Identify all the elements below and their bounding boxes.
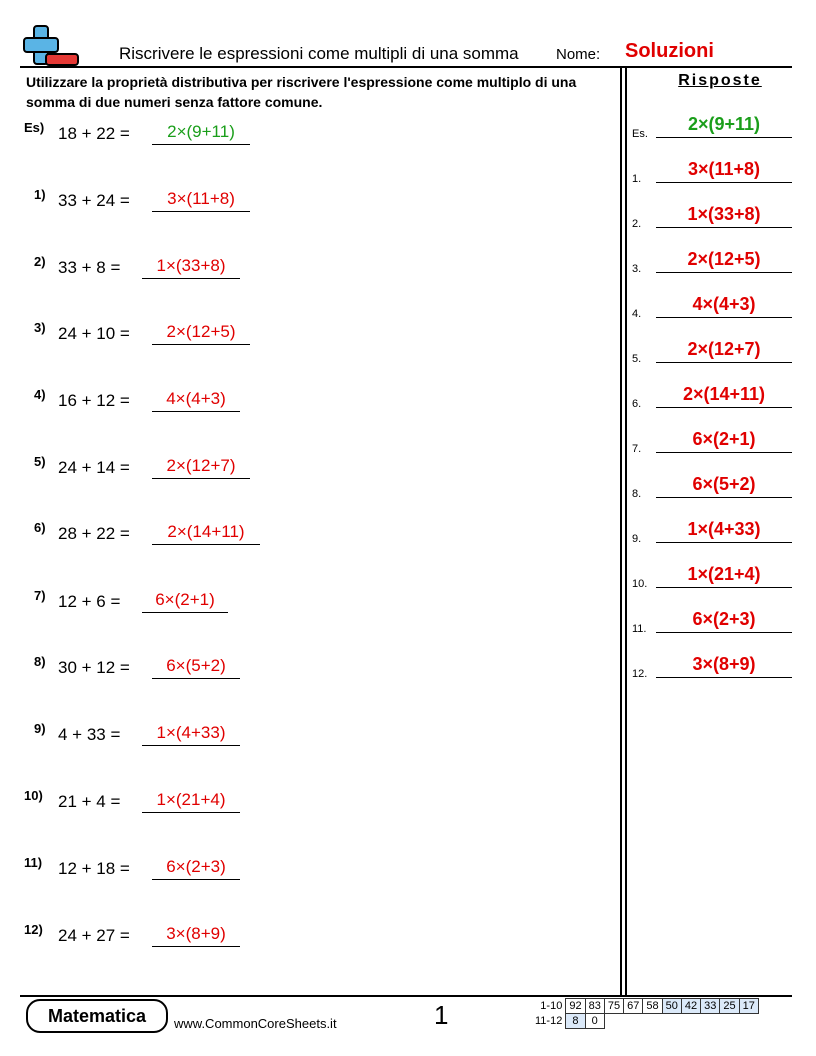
answer-key-item bbox=[632, 292, 792, 320]
score-cell: 75 bbox=[604, 999, 623, 1014]
problem-expression: 12 + 18 = bbox=[58, 859, 130, 878]
problem-expression: 24 + 27 = bbox=[58, 926, 130, 945]
score-cell: 50 bbox=[662, 999, 681, 1014]
answer-key-item bbox=[632, 652, 792, 680]
answer-key-number: 4. bbox=[632, 308, 642, 320]
brand-badge: Matematica bbox=[26, 999, 168, 1033]
answer-blank: 3×(11+8) bbox=[152, 189, 250, 212]
answer-key-value: 1×(33+8) bbox=[656, 204, 792, 228]
problem-number: Es) bbox=[24, 120, 45, 135]
answer-blank: 3×(8+9) bbox=[152, 924, 240, 947]
problem-expression: 16 + 12 = bbox=[58, 391, 130, 410]
score-row bbox=[532, 999, 758, 1014]
answer-key-number: 8. bbox=[632, 488, 642, 500]
answer-blank: 2×(12+7) bbox=[152, 456, 250, 479]
answer-key-item bbox=[632, 382, 792, 410]
answer-blank: 6×(2+1) bbox=[142, 590, 228, 613]
answer-blank: 2×(9+11) bbox=[152, 122, 250, 145]
problem-number: 3) bbox=[34, 320, 46, 335]
score-cell: 67 bbox=[624, 999, 643, 1014]
answer-key-value: 6×(5+2) bbox=[656, 474, 792, 498]
answer-key-value: 2×(14+11) bbox=[656, 384, 792, 408]
problem-expression: 24 + 10 = bbox=[58, 324, 130, 343]
answer-key-number: 7. bbox=[632, 443, 642, 455]
answer-key-item bbox=[632, 247, 792, 275]
problem-expression: 18 + 22 = bbox=[58, 124, 130, 143]
problem-number: 11) bbox=[24, 855, 43, 870]
name-label: Nome: bbox=[556, 46, 601, 63]
answer-key-item bbox=[632, 202, 792, 230]
site-url[interactable]: www.CommonCoreSheets.it bbox=[174, 1016, 337, 1031]
answer-key-value: 2×(12+7) bbox=[656, 339, 792, 363]
score-cell: 17 bbox=[739, 999, 758, 1014]
answer-key-item bbox=[632, 562, 792, 590]
answer-key-item bbox=[632, 112, 792, 140]
answer-blank: 1×(21+4) bbox=[142, 790, 240, 813]
answer-key-number: 12. bbox=[632, 668, 648, 680]
answer-key-value: 3×(11+8) bbox=[656, 159, 792, 183]
answer-key-item bbox=[632, 337, 792, 365]
score-cell: 33 bbox=[701, 999, 720, 1014]
problem-expression: 4 + 33 = bbox=[58, 725, 121, 744]
problem-number: 8) bbox=[34, 654, 46, 669]
answer-key-number: 2. bbox=[632, 218, 642, 230]
column-divider bbox=[625, 66, 627, 996]
score-cell: 8 bbox=[566, 1014, 585, 1029]
answer-key-number: 6. bbox=[632, 398, 642, 410]
answer-key-number: 1. bbox=[632, 173, 642, 185]
problem-expression: 33 + 8 = bbox=[58, 258, 121, 277]
answer-key-item bbox=[632, 472, 792, 500]
answer-blank: 1×(33+8) bbox=[142, 256, 240, 279]
answer-blank: 2×(12+5) bbox=[152, 322, 250, 345]
answer-key-number: 3. bbox=[632, 263, 642, 275]
plus-minus-icon bbox=[22, 24, 80, 68]
problem-expression: 33 + 24 = bbox=[58, 191, 130, 210]
problem-number: 2) bbox=[34, 254, 46, 269]
score-cell: 25 bbox=[720, 999, 739, 1014]
problem-number: 6) bbox=[34, 520, 46, 535]
score-row-label: 11-12 bbox=[535, 1015, 563, 1027]
problem-number: 12) bbox=[24, 922, 43, 937]
answer-key-value: 2×(12+5) bbox=[656, 249, 792, 273]
problem-number: 9) bbox=[34, 721, 46, 736]
problem-number: 1) bbox=[34, 187, 46, 202]
answer-key-item bbox=[632, 607, 792, 635]
problem-number: 5) bbox=[34, 454, 46, 469]
score-cell: 42 bbox=[681, 999, 700, 1014]
score-cell: 92 bbox=[566, 999, 585, 1014]
problem-number: 7) bbox=[34, 588, 46, 603]
problem-expression: 24 + 14 = bbox=[58, 458, 130, 477]
answer-key-value: 6×(2+1) bbox=[656, 429, 792, 453]
answer-key-item bbox=[632, 427, 792, 455]
score-cell: 58 bbox=[643, 999, 662, 1014]
answer-blank: 6×(2+3) bbox=[152, 857, 240, 880]
answer-key-item bbox=[632, 157, 792, 185]
answer-key-value: 1×(4+33) bbox=[656, 519, 792, 543]
answer-key-item bbox=[632, 517, 792, 545]
problem-expression: 28 + 22 = bbox=[58, 524, 130, 543]
page-number: 1 bbox=[434, 1000, 449, 1030]
problem-number: 10) bbox=[24, 788, 43, 803]
answer-key-number: 10. bbox=[632, 578, 648, 590]
score-cell: 0 bbox=[585, 1014, 604, 1029]
footer-divider bbox=[20, 995, 792, 997]
problem-expression: 12 + 6 = bbox=[58, 592, 121, 611]
answer-key-value: 6×(2+3) bbox=[656, 609, 792, 633]
problem-number: 4) bbox=[34, 387, 46, 402]
answer-key-value: 3×(8+9) bbox=[656, 654, 792, 678]
column-divider bbox=[620, 66, 622, 996]
answer-key-number: Es. bbox=[632, 128, 648, 140]
answer-blank: 4×(4+3) bbox=[152, 389, 240, 412]
instructions: Utilizzare la proprietà distributiva per riscrivere l'espressione come multiplo di una somma di due numeri senza fattore comune. bbox=[26, 74, 577, 110]
answer-key-number: 11. bbox=[632, 623, 647, 635]
answer-key-value: 1×(21+4) bbox=[656, 564, 792, 588]
answer-blank: 1×(4+33) bbox=[142, 723, 240, 746]
answers-heading: Risposte bbox=[678, 72, 762, 89]
problem-expression: 21 + 4 = bbox=[58, 792, 121, 811]
answer-key-value: 4×(4+3) bbox=[656, 294, 792, 318]
answer-blank: 6×(5+2) bbox=[152, 656, 240, 679]
score-row-label: 1-10 bbox=[540, 1000, 563, 1012]
header-divider bbox=[20, 66, 792, 68]
score-cell: 83 bbox=[585, 999, 604, 1014]
answer-key-number: 5. bbox=[632, 353, 642, 365]
score-table bbox=[532, 998, 759, 1029]
score-row bbox=[532, 1014, 758, 1029]
problem-expression: 30 + 12 = bbox=[58, 658, 130, 677]
answer-blank: 2×(14+11) bbox=[152, 522, 260, 545]
answer-key-number: 9. bbox=[632, 533, 642, 545]
worksheet-title: Riscrivere le espressioni come multipli di una somma bbox=[119, 44, 519, 63]
answer-key-value: 2×(9+11) bbox=[656, 114, 792, 138]
name-value: Soluzioni bbox=[625, 40, 714, 62]
